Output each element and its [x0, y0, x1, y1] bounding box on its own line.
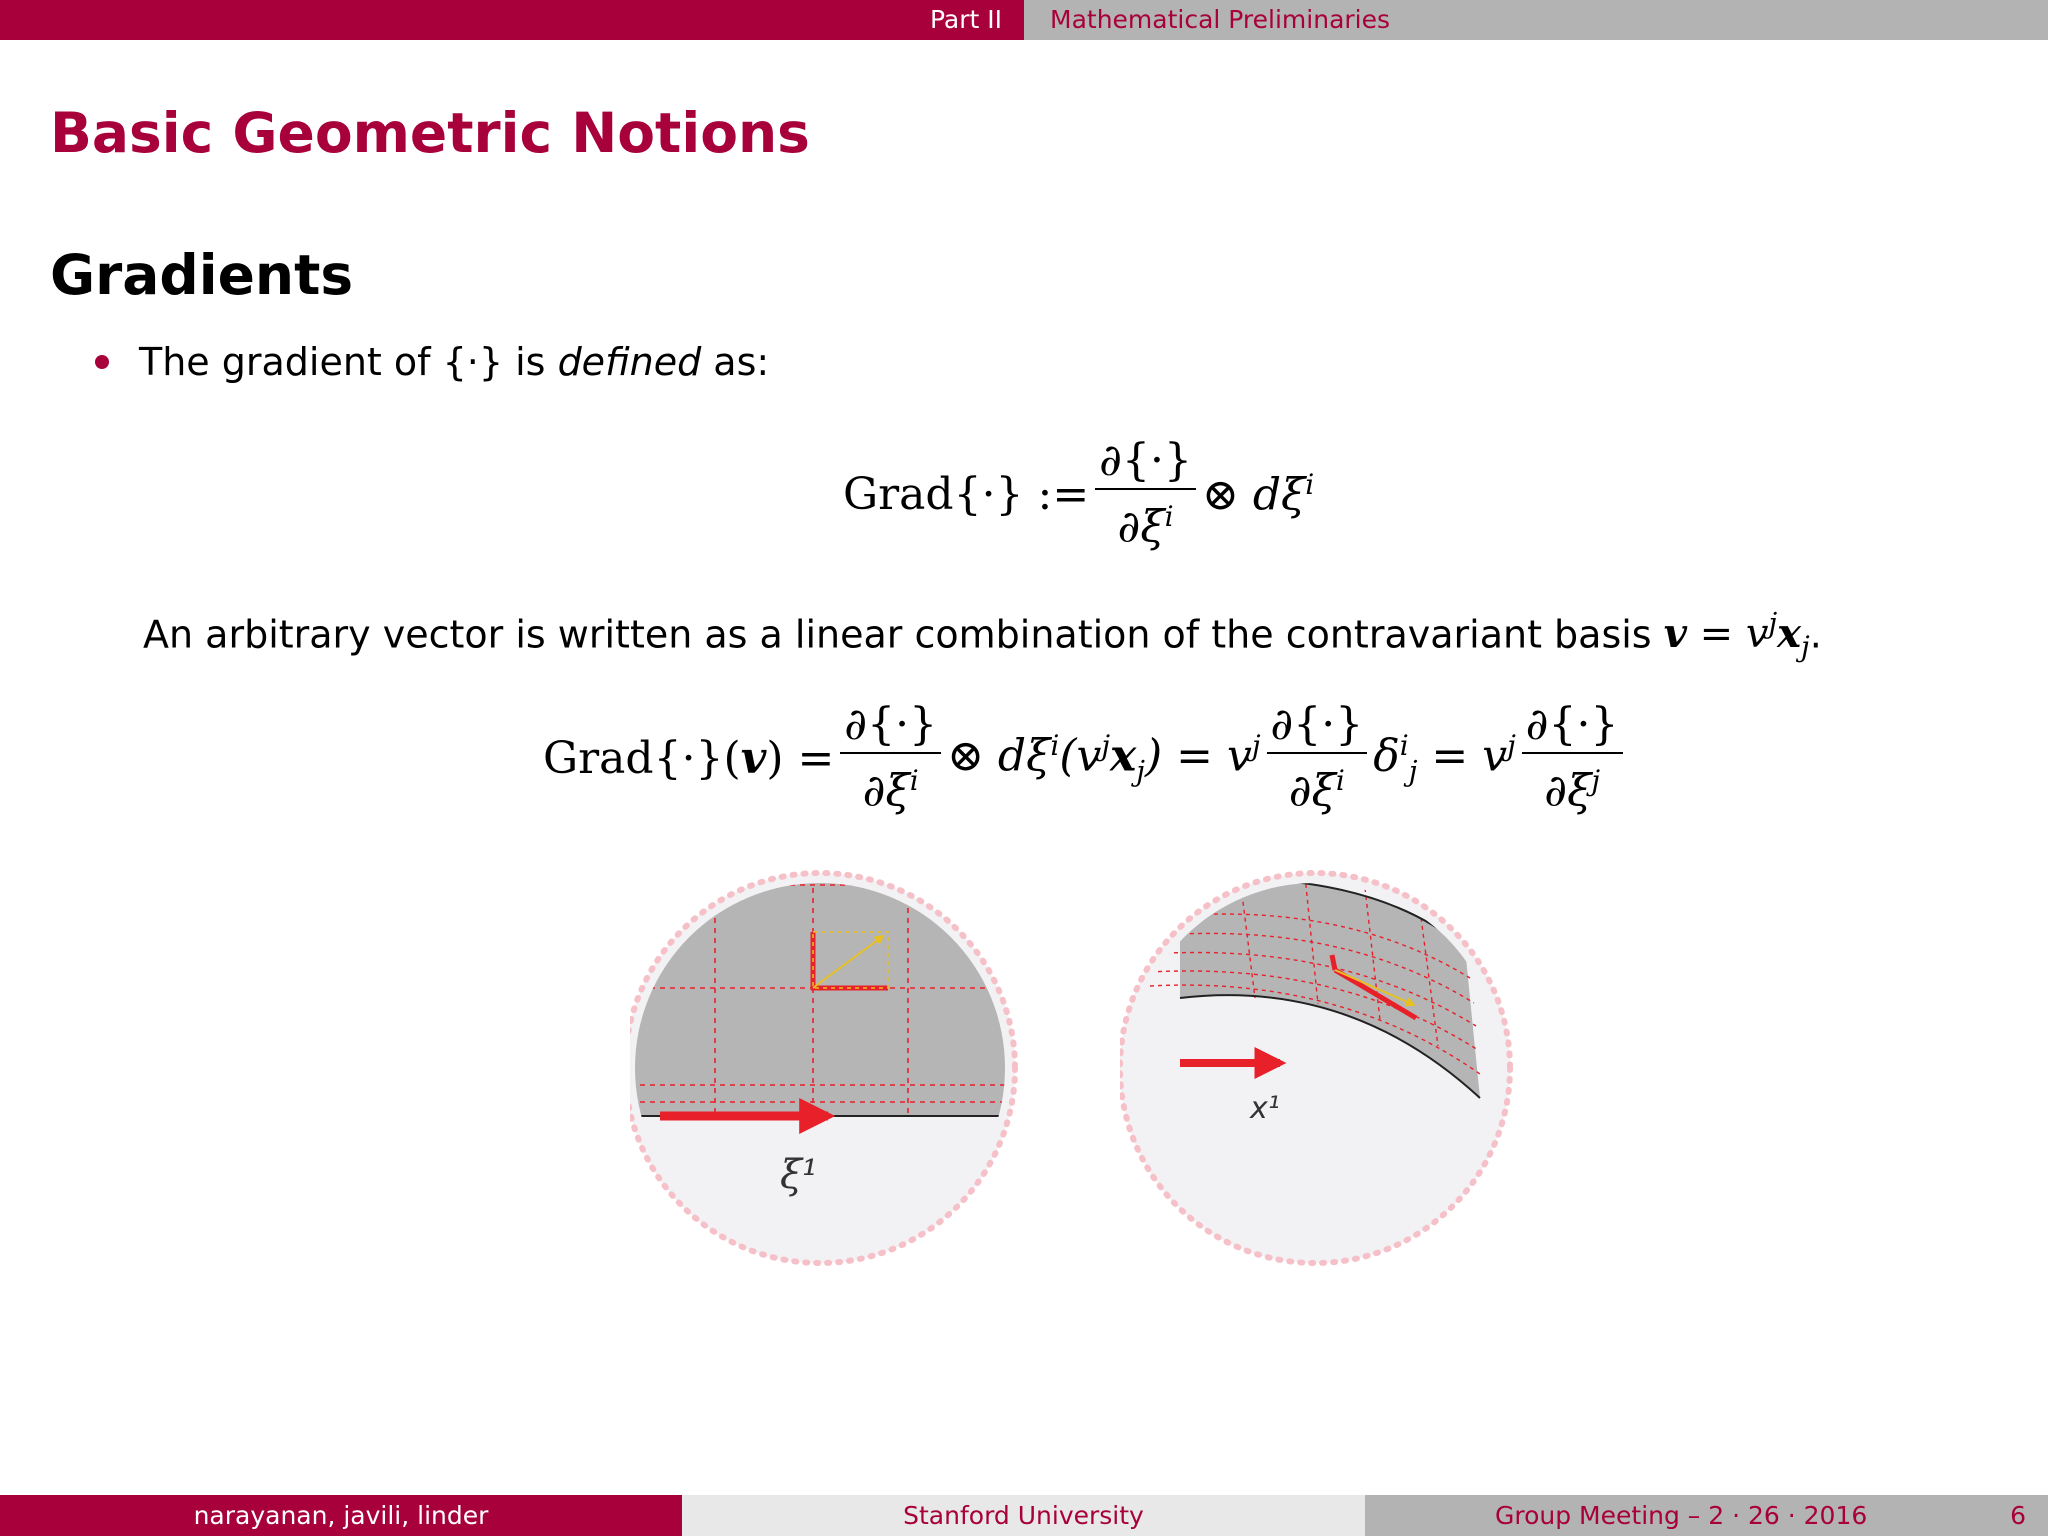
eq1-denominator: $\partial\xi^i$: [1117, 500, 1174, 553]
label-xi1: ξ¹: [780, 1152, 819, 1198]
bullet-item: [95, 334, 769, 390]
footer-right: [1365, 1495, 2048, 1536]
eq2-fraction-3: $\frac{\partial\{\cdot\}}{\partial\xi^j}$: [1522, 700, 1623, 817]
header-section[interactable]: Mathematical Preliminaries: [1050, 5, 1391, 34]
header-part[interactable]: Part II: [929, 5, 1002, 34]
paragraph-end: .: [1809, 612, 1822, 657]
eq2-delta: $\delta^i_j = v^j$: [1373, 729, 1516, 788]
eq1-numerator: ∂{·}: [1095, 436, 1196, 490]
footer-meeting[interactable]: Group Meeting – 2 · 26 · 2016: [1495, 1501, 1868, 1530]
figure-parametric-domain: [630, 858, 1030, 1278]
paragraph-text: An arbitrary vector is written as a linear combination of the contravariant basis: [143, 612, 1664, 657]
eq2-fraction-2: $\frac{\partial\{\cdot\}}{\partial\xi^i}$: [1267, 700, 1368, 817]
eq1-lhs: Grad{·} :=: [843, 468, 1090, 520]
footer-page-number[interactable]: 6: [2010, 1501, 2026, 1530]
footer-bar: [0, 1495, 2048, 1536]
eq2-middle: ⊗ $d\xi^i(v^jx_j) = v^j$: [947, 729, 1261, 788]
eq2-fraction-1: $\frac{\partial\{\cdot\}}{\partial\xi^i}$: [840, 700, 941, 817]
bullet-text-em: defined: [557, 340, 702, 384]
bullet-text-pre: The gradient of {·} is: [139, 340, 558, 384]
section-heading: Gradients: [50, 243, 354, 307]
eq1-fraction: [1095, 436, 1196, 553]
figure-physical-domain: [1120, 858, 1520, 1278]
bullet-dot-icon: [95, 355, 109, 369]
header-left: [0, 0, 1024, 40]
header-right: [1024, 0, 2048, 40]
footer-authors[interactable]: narayanan, javili, linder: [0, 1495, 682, 1536]
label-x1: x¹: [1250, 1091, 1280, 1126]
bullet-text-post: as:: [701, 340, 770, 384]
eq2-lhs: Grad{·}(v) =: [543, 732, 835, 784]
footer-institution[interactable]: Stanford University: [682, 1495, 1365, 1536]
paragraph-math: $v = v^jx_j$: [1663, 607, 1810, 664]
paragraph-vector: [143, 596, 1822, 675]
slide-title: Basic Geometric Notions: [50, 101, 810, 165]
equation-gradient-definition: [843, 436, 1314, 553]
equation-gradient-application: [543, 700, 1629, 817]
eq1-tail: ⊗ $d\xi^i$: [1201, 468, 1315, 521]
header-bar: [0, 0, 2048, 40]
